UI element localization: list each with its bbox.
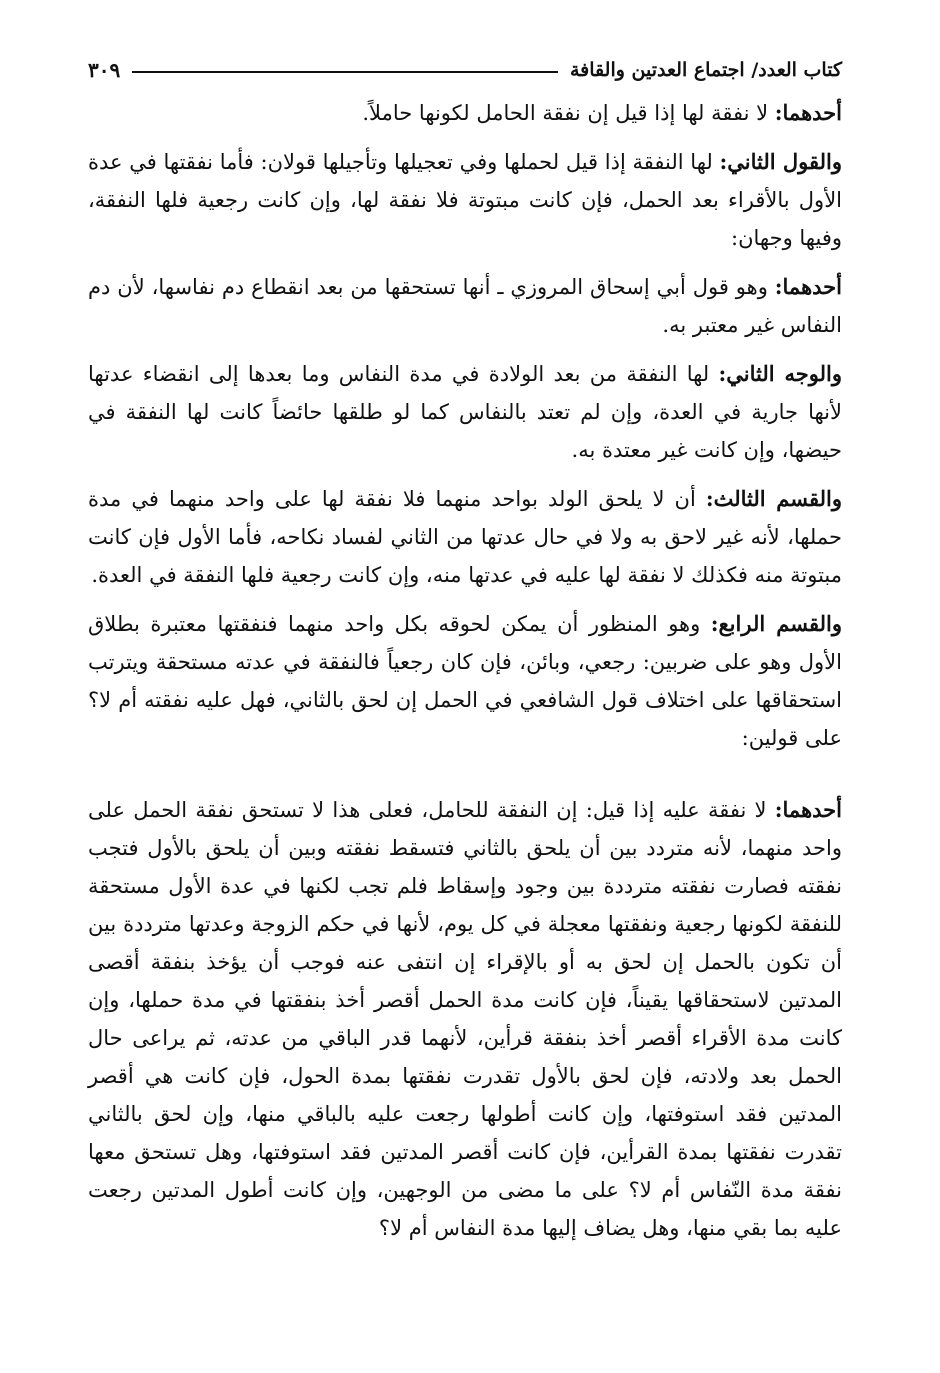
page-number: ٣٠٩ bbox=[88, 58, 121, 82]
paragraph-text: أن لا يلحق الولد بواحد منهما فلا نفقة لها على واحد منهما في مدة حملها، لأنه غير لاحق به ولا في حال عدتها من الثاني لفساد نكاحه، فأما الأول فإن كانت مبتوتة منه فكذلك لا نفقة لها عليه في عدتها منه، وإن كانت رجعية فلها النفقة في العدة. bbox=[88, 487, 842, 587]
book-page bbox=[88, 50, 842, 1258]
paragraph-lead: أحدهما: bbox=[774, 100, 842, 125]
paragraph-text: لا نفقة عليه إذا قيل: إن النفقة للحامل، فعلى هذا لا تستحق نفقة الحمل على واحد منهما، لأنه متردد بين أن يلحق بالثاني فتسقط نفقته وبين أن يلحق بالأول فتجب نفقته فصارت نفقته مترددة بين وجود وإسقاط فلم تجب لكنها في عدة الأول مستحقة للنفقة لكونها رجعية ونفقتها معجلة في كل يوم، لأنها في حكم الزوجة وعدتها مترددة بين أن تكون بالحمل إن لحق به أو بالإقراء إن انتفى عنه فوجب أن يؤخذ بنفقة أقصى المدتين لاستحقاقها يقيناً، فإن كانت مدة الحمل أقصر أخذ بنفقتها في مدة حملها، وإن كانت مدة الأقراء أقصر أخذ بنفقة قرأين، لأنهما قدر الباقي من عدته، ثم يراعى حال الحمل بعد ولادته، فإن لحق بالأول تقدرت نفقتها بمدة الحول، فإن كانت هي أقصر المدتين فقد استوفتها، وإن كانت أطولها رجعت عليه بالباقي منها، وإن لحق بالثاني تقدرت نفقتها بمدة القرأين، فإن كانت أقصر المدتين فقد استوفتها، وهل تستحق معها نفقة مدة النّفاس أم لا؟ على ما مضى من الوجهين، وإن كانت أطول المدتين رجعت عليه بما بقي منها، وهل يضاف إليها مدة النفاس أم لا؟ bbox=[88, 798, 842, 1240]
paragraph-text: وهو قول أبي إسحاق المروزي ـ أنها تستحقها من بعد انقطاع دم نفاسها، لأن دم النفاس غير معتبر به. bbox=[88, 275, 842, 337]
chapter-title: كتاب العدد/ اجتماع العدتين والقافة bbox=[570, 59, 842, 81]
page-body bbox=[88, 94, 842, 1247]
running-header bbox=[88, 50, 842, 90]
paragraph bbox=[88, 268, 842, 344]
paragraph bbox=[88, 94, 842, 132]
paragraph-text: لها النفقة من بعد الولادة في مدة النفاس وما بعدها إلى انقضاء عدتها لأنها جارية في العدة، وإن لم تعتد بالنفاس كما لو طلقها حائضاً كانت لها النفقة في حيضها، وإن كانت غير معتدة به. bbox=[88, 362, 842, 462]
paragraph-lead: والقسم الثالث: bbox=[705, 486, 842, 511]
paragraph-lead: أحدهما: bbox=[774, 274, 842, 299]
header-rule bbox=[132, 71, 558, 73]
paragraph-text: لها النفقة إذا قيل لحملها وفي تعجيلها وتأجيلها قولان: فأما نفقتها في عدة الأول بالأقراء بعد الحمل، فإن كانت مبتوتة فلا نفقة لها، وإن كانت رجعية فلها النفقة، وفيها وجهان: bbox=[88, 150, 842, 250]
paragraph bbox=[88, 480, 842, 594]
paragraph bbox=[88, 605, 842, 757]
paragraph-text: وهو المنظور أن يمكن لحوقه بكل واحد منهما فنفقتها معتبرة بطلاق الأول وهو على ضربين: رجعي، وبائن، فإن كان رجعياً فالنفقة في عدته مستحقة ويترتب استحقاقها على اختلاف قول الشافعي في الحمل إن لحق بالثاني، فهل عليه نفقته أم لا؟ على قولين: bbox=[88, 612, 842, 750]
paragraph bbox=[88, 791, 842, 1247]
paragraph bbox=[88, 143, 842, 257]
paragraph-text: لا نفقة لها إذا قيل إن نفقة الحامل لكونها حاملاً. bbox=[362, 101, 775, 125]
paragraph-lead: والقسم الرابع: bbox=[710, 611, 842, 636]
paragraph-lead: والوجه الثاني: bbox=[718, 361, 843, 386]
paragraph-lead: والقول الثاني: bbox=[719, 149, 842, 174]
paragraph-lead: أحدهما: bbox=[774, 797, 842, 822]
paragraph bbox=[88, 355, 842, 469]
